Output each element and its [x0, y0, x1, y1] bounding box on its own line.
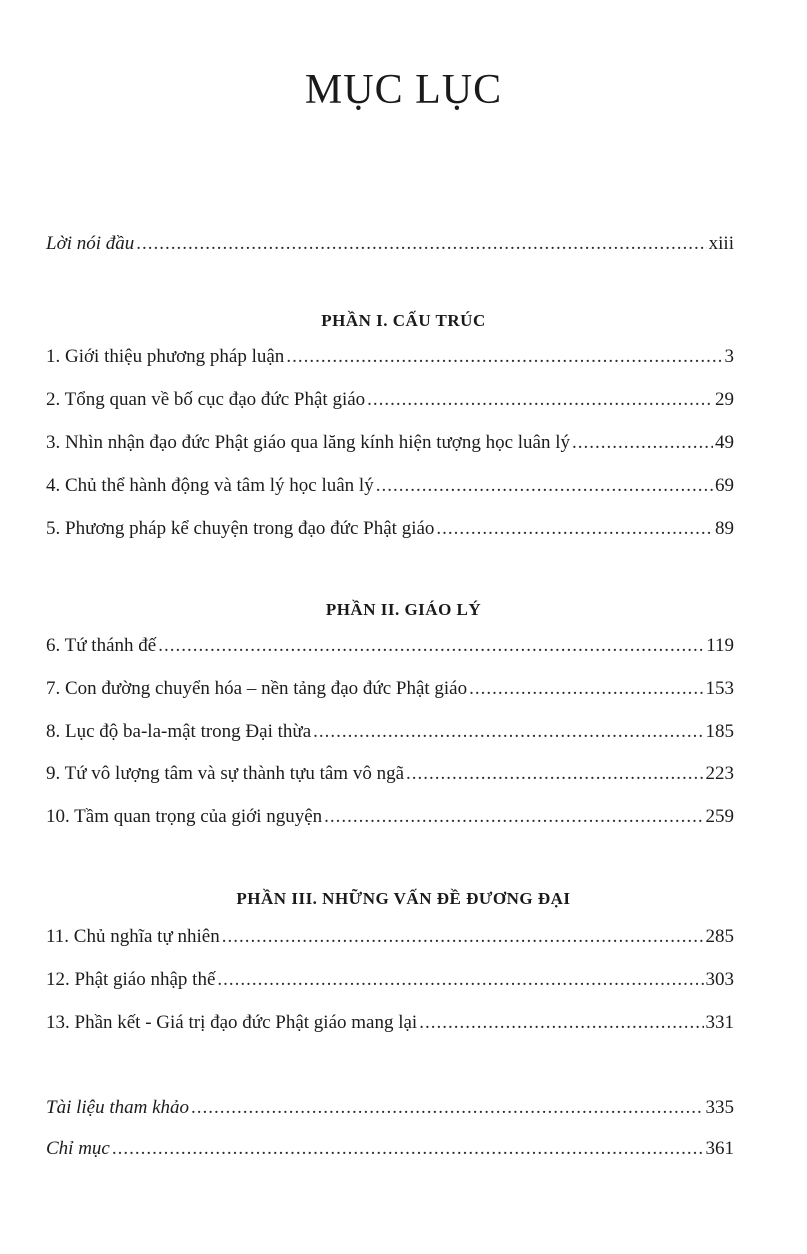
dot-leader — [112, 1137, 704, 1161]
toc-entry-page: 3 — [724, 346, 734, 367]
toc-entry-page: 119 — [706, 635, 734, 656]
dot-leader — [572, 431, 713, 455]
toc-entry-label: 3. Nhìn nhận đạo đức Phật giáo qua lăng kính hiện tượng học luân lý — [46, 432, 571, 453]
dot-leader — [136, 232, 706, 256]
toc-entry-references[interactable] — [46, 1096, 734, 1120]
toc-entry-preface[interactable] — [46, 232, 734, 256]
toc-entry[interactable] — [46, 388, 734, 412]
section-heading-part-3: PHẦN III. NHỮNG VẤN ĐỀ ĐƯƠNG ĐẠI — [236, 889, 571, 908]
toc-entry-page: 361 — [705, 1138, 734, 1159]
toc-entry[interactable] — [46, 677, 734, 701]
toc-entry-label: Lời nói đầu — [46, 233, 135, 254]
toc-entry-page: 303 — [705, 969, 734, 990]
toc-entry[interactable] — [46, 634, 734, 658]
dot-leader — [324, 805, 703, 829]
toc-entry[interactable] — [46, 762, 734, 786]
toc-entry-label: 5. Phương pháp kể chuyện trong đạo đức Phật giáo — [46, 518, 435, 539]
toc-entry[interactable] — [46, 1011, 734, 1035]
toc-entry-label: 13. Phần kết - Giá trị đạo đức Phật giáo mang lại — [46, 1012, 418, 1033]
toc-entry-page: xiii — [708, 233, 734, 254]
dot-leader — [436, 517, 713, 541]
toc-entry-label: 11. Chủ nghĩa tự nhiên — [46, 926, 220, 947]
toc-entry-page: 285 — [705, 926, 734, 947]
dot-leader — [367, 388, 713, 412]
toc-entry[interactable] — [46, 345, 734, 369]
toc-entry-page: 335 — [705, 1097, 734, 1118]
toc-entry-label: 8. Lục độ ba-la-mật trong Đại thừa — [46, 721, 312, 742]
section-heading-part-2: PHẦN II. GIÁO LÝ — [325, 600, 482, 619]
dot-leader — [376, 474, 713, 498]
toc-entry[interactable] — [46, 925, 734, 949]
toc-entry-label: 9. Tứ vô lượng tâm và sự thành tựu tâm vô ngã — [46, 763, 405, 784]
toc-entry[interactable] — [46, 968, 734, 992]
toc-entry[interactable] — [46, 720, 734, 744]
dot-leader — [419, 1011, 703, 1035]
toc-entry[interactable] — [46, 474, 734, 498]
toc-entry-index[interactable] — [46, 1137, 734, 1161]
toc-entry[interactable] — [46, 517, 734, 541]
toc-entry-label: 10. Tầm quan trọng của giới nguyện — [46, 806, 323, 827]
dot-leader — [469, 677, 703, 701]
toc-entry-label: 12. Phật giáo nhập thế — [46, 969, 216, 990]
toc-entry-page: 331 — [705, 1012, 734, 1033]
toc-entry-page: 153 — [705, 678, 734, 699]
toc-entry-label: 1. Giới thiệu phương pháp luận — [46, 346, 285, 367]
dot-leader — [158, 634, 704, 658]
toc-entry-label: 2. Tổng quan về bố cục đạo đức Phật giáo — [46, 389, 366, 410]
toc-entry-label: 6. Tứ thánh đế — [46, 635, 157, 656]
toc-entry-label: Tài liệu tham khảo — [46, 1097, 190, 1118]
toc-entry-label: 7. Con đường chuyển hóa – nền tảng đạo đức Phật giáo — [46, 678, 468, 699]
toc-entry-page: 89 — [715, 518, 734, 539]
toc-entry-label: 4. Chủ thể hành động và tâm lý học luân lý — [46, 475, 374, 496]
toc-entry[interactable] — [46, 805, 734, 829]
dot-leader — [406, 762, 703, 786]
section-heading-part-1: PHẦN I. CẤU TRÚC — [321, 311, 486, 330]
dot-leader — [286, 345, 722, 369]
toc-entry-page: 29 — [715, 389, 734, 410]
dot-leader — [313, 720, 703, 744]
toc-entry-page: 49 — [715, 432, 734, 453]
toc-entry[interactable] — [46, 431, 734, 455]
toc-entry-label: Chỉ mục — [46, 1138, 110, 1159]
toc-entry-page: 223 — [705, 763, 734, 784]
toc-entry-page: 259 — [705, 806, 734, 827]
toc-entry-page: 69 — [715, 475, 734, 496]
page-title: MỤC LỤC — [304, 67, 503, 113]
toc-entry-page: 185 — [705, 721, 734, 742]
dot-leader — [222, 925, 704, 949]
dot-leader — [217, 968, 703, 992]
dot-leader — [191, 1096, 703, 1120]
